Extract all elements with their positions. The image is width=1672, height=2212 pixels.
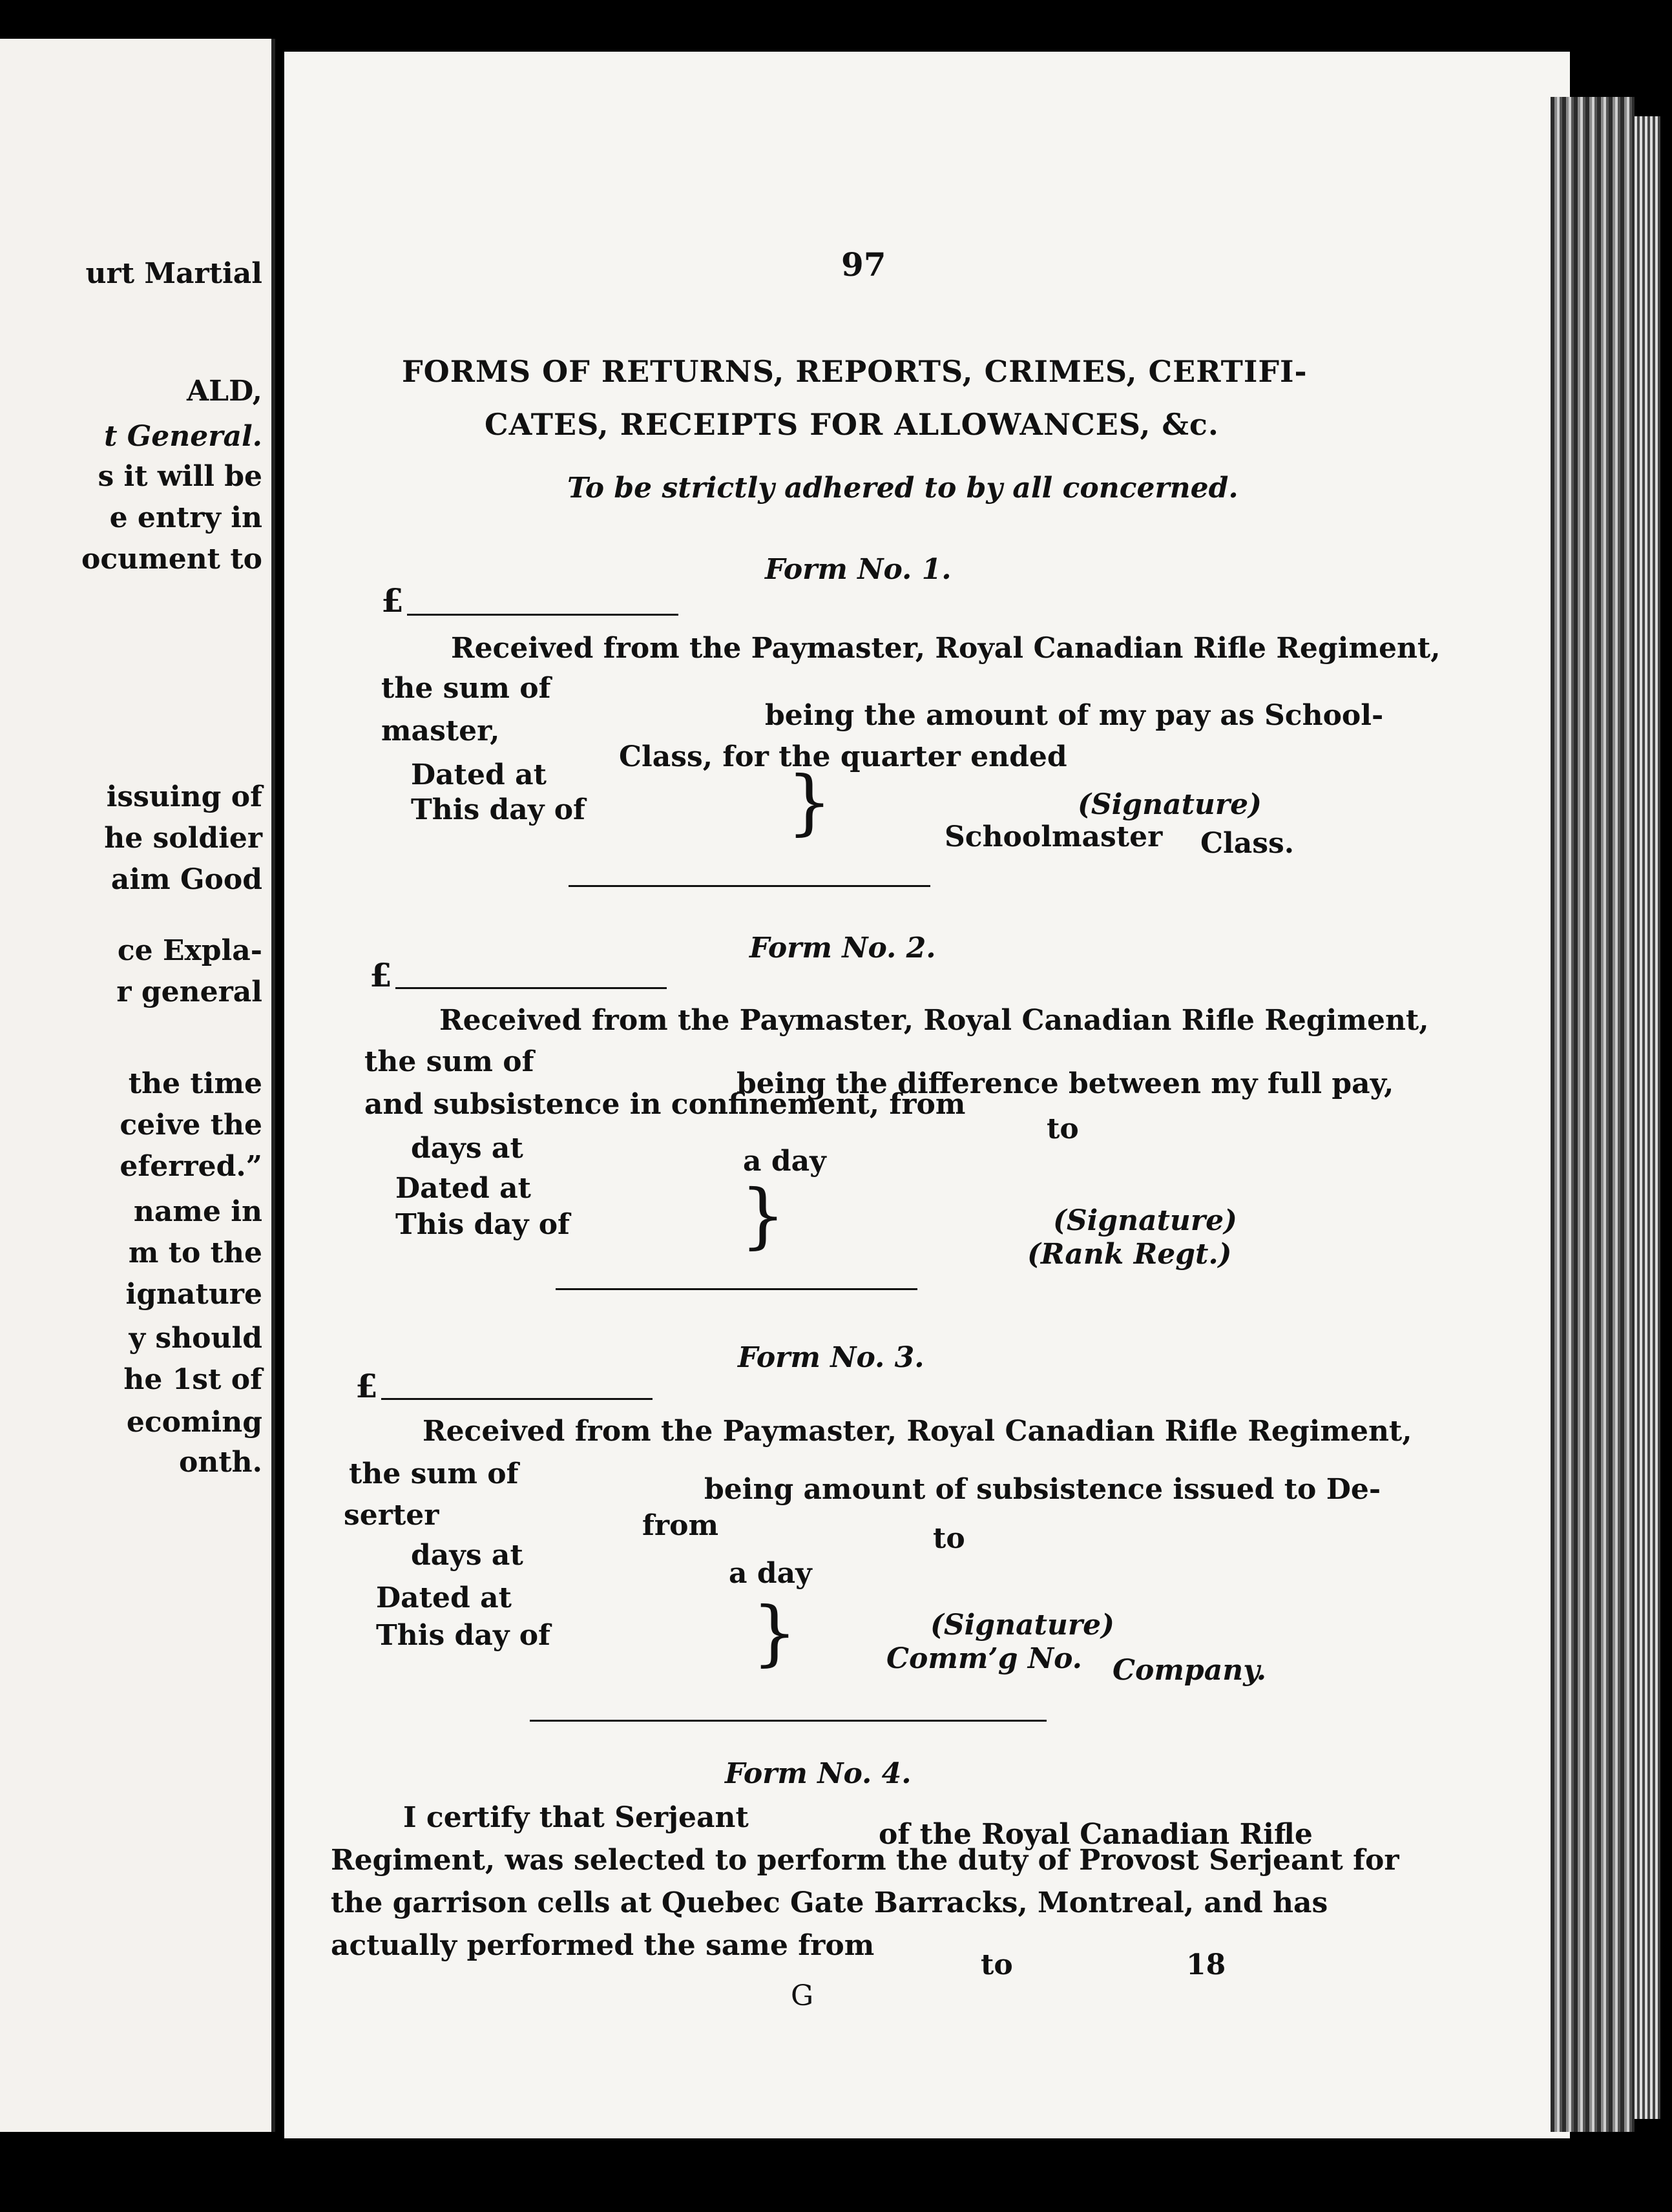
form-4-signature-mark: G: [791, 1979, 814, 2012]
form-2-to: to: [1047, 1112, 1079, 1145]
previous-page-line: ecoming: [126, 1406, 262, 1439]
form-3-received: Received from the Paymaster, Royal Canadian Rifle Regiment,: [423, 1415, 1412, 1448]
form-3-a-day: a day: [729, 1557, 812, 1590]
form-4-year: 18: [1186, 1948, 1226, 1981]
form-4-royal-canadian: of the Royal Canadian Rifle: [879, 1818, 1313, 1851]
form-4-certify: I certify that Serjeant: [403, 1801, 749, 1834]
form-1-pound-sign: £: [381, 581, 404, 620]
previous-page-line: y should: [129, 1322, 262, 1355]
form-4-to: to: [981, 1948, 1013, 1981]
previous-page-line: the time: [128, 1067, 262, 1100]
form-1-amount-blank: [407, 614, 678, 616]
form-2-amount-blank: [395, 987, 667, 989]
form-2-brace: }: [740, 1174, 786, 1257]
previous-page-line: ignature: [125, 1278, 262, 1311]
form-3-being: being amount of subsistence issued to De-: [704, 1473, 1381, 1506]
book-page-edges: [1551, 97, 1635, 2132]
form-2-a-day: a day: [743, 1145, 826, 1178]
form-1-this-day: This day of: [411, 793, 585, 826]
form-2-rank: (Rank Regt.): [1027, 1238, 1232, 1271]
book-cover-edge: [1635, 116, 1660, 2119]
form-3-dated-at: Dated at: [376, 1581, 512, 1614]
form-1-dated-at: Dated at: [411, 758, 547, 791]
previous-page-line: r general: [116, 976, 262, 1008]
form-1-divider: [569, 885, 930, 887]
form-3-sum-of: the sum of: [349, 1457, 519, 1490]
form-2-sum-of: the sum of: [364, 1045, 534, 1078]
form-4-regiment-selected: Regiment, was selected to perform the duty of Provost Serjeant for: [331, 1844, 1399, 1877]
form-3-this-day: This day of: [376, 1619, 550, 1652]
form-1-master: master,: [381, 715, 500, 747]
previous-page-line: s it will be: [98, 460, 262, 493]
form-3-pound-sign: £: [355, 1367, 378, 1405]
form-1-signature: (Signature): [1078, 788, 1262, 821]
previous-page-line: ce Expla-: [117, 934, 262, 967]
form-1-being: being the amount of my pay as School-: [765, 699, 1384, 732]
form-3-to: to: [933, 1522, 965, 1555]
form-3-commg: Comm’g No.: [886, 1642, 1082, 1675]
form-3-amount-blank: [381, 1398, 653, 1400]
form-3-signature: (Signature): [930, 1609, 1114, 1642]
form-2-divider: [556, 1288, 917, 1290]
form-1-received: Received from the Paymaster, Royal Canadian Rifle Regiment,: [451, 632, 1441, 665]
form-3-divider: [530, 1720, 1047, 1722]
form-2-days-at: days at: [411, 1132, 523, 1165]
previous-page-line: eferred.”: [120, 1150, 262, 1183]
form-2-subsistence: and subsistence in confinement, from: [364, 1088, 966, 1121]
form-1-heading: Form No. 1.: [765, 553, 952, 586]
form-2-dated-at: Dated at: [395, 1172, 531, 1205]
form-1-schoolmaster: Schoolmaster: [945, 820, 1163, 853]
form-1-class-quarter: Class, for the quarter ended: [619, 740, 1067, 773]
previous-page-line: m to the: [128, 1236, 262, 1269]
form-3-brace: }: [752, 1591, 797, 1674]
form-3-company: Company.: [1113, 1654, 1267, 1687]
page-title-line-1: FORMS OF RETURNS, REPORTS, CRIMES, CERTIFI-: [402, 354, 1308, 389]
previous-page-line: ALD,: [187, 375, 262, 408]
page-subtitle: To be strictly adhered to by all concerned.: [567, 472, 1238, 505]
form-2-signature: (Signature): [1053, 1204, 1237, 1237]
form-1-sum-of: the sum of: [381, 672, 551, 705]
previous-page-line: aim Good: [110, 863, 262, 896]
previous-page-line: issuing of: [106, 780, 262, 813]
form-1-brace: }: [787, 760, 832, 843]
form-1-class: Class.: [1200, 827, 1295, 860]
previous-page-line: ocument to: [81, 543, 262, 576]
previous-page-line: ceive the: [120, 1109, 262, 1142]
previous-page-line: he 1st of: [123, 1363, 262, 1396]
form-2-pound-sign: £: [370, 956, 392, 994]
form-3-serter: serter: [344, 1499, 439, 1532]
previous-page: [0, 39, 275, 2132]
form-2-heading: Form No. 2.: [749, 932, 936, 965]
previous-page-line: t General.: [104, 420, 262, 453]
form-3-days-at: days at: [411, 1539, 523, 1572]
previous-page-line: he soldier: [104, 822, 262, 855]
previous-page-line: e entry in: [109, 501, 262, 534]
previous-page-line: urt Martial: [85, 257, 262, 290]
form-2-received: Received from the Paymaster, Royal Canadian Rifle Regiment,: [439, 1004, 1429, 1037]
form-2-being: being the difference between my full pay,: [737, 1067, 1394, 1100]
form-3-from: from: [642, 1509, 719, 1542]
form-3-heading: Form No. 3.: [738, 1341, 925, 1374]
form-2-this-day: This day of: [395, 1208, 570, 1241]
document-page: [284, 52, 1570, 2138]
form-4-performed: actually performed the same from: [331, 1929, 875, 1962]
page-title-line-2: CATES, RECEIPTS FOR ALLOWANCES, &c.: [485, 407, 1219, 442]
previous-page-line: name in: [133, 1195, 262, 1228]
form-4-garrison: the garrison cells at Quebec Gate Barracks, Montreal, and has: [331, 1886, 1328, 1919]
previous-page-line: onth.: [179, 1446, 262, 1479]
page-number: 97: [841, 245, 886, 284]
form-4-heading: Form No. 4.: [725, 1757, 912, 1790]
